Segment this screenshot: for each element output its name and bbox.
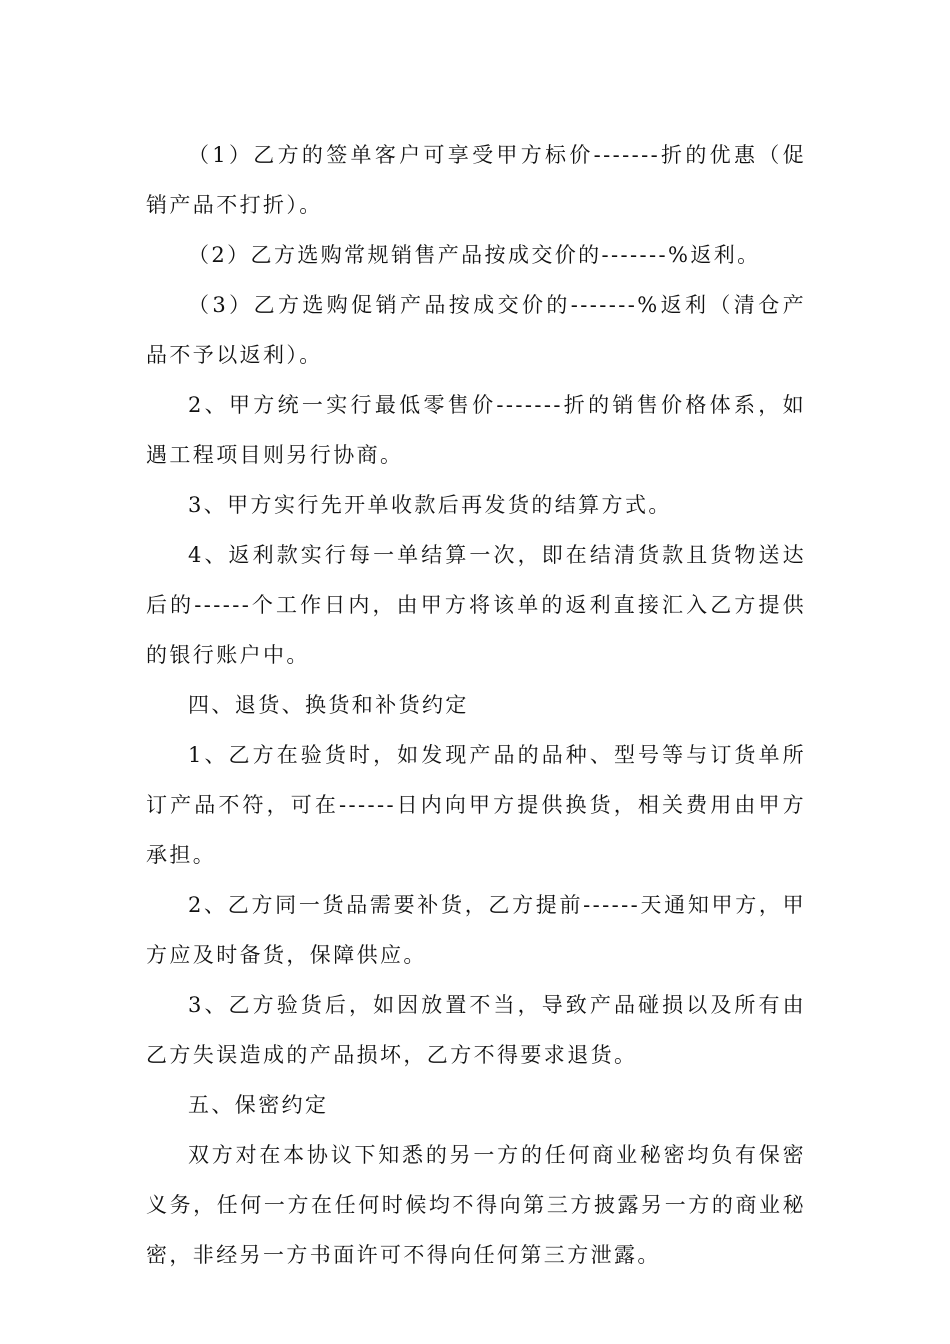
paragraph-exchange: 1、乙方在验货时，如发现产品的品种、型号等与订货单所订产品不符，可在------日内向甲方提供换货，相关费用由甲方承担。 (146, 743, 806, 867)
paragraph-no-return: 3、乙方验货后，如因放置不当，导致产品碰损以及所有由乙方失误造成的产品损坏，乙方不得要求退货。 (146, 993, 806, 1067)
section-heading-confidentiality: 五、保密约定 (188, 1093, 329, 1117)
paragraph-regular-rebate: （2）乙方选购常规销售产品按成交价的-------%返利。 (188, 243, 761, 267)
paragraph-confidentiality: 双方对在本协议下知悉的另一方的任何商业秘密均负有保密义务，任何一方在任何时候均不得向第三方披露另一方的商业秘密，非经另一方书面许可不得向任何第三方泄露。 (146, 1143, 806, 1267)
document-body (146, 130, 806, 1280)
paragraph-restock: 2、乙方同一货品需要补货，乙方提前------天通知甲方，甲方应及时备货，保障供应。 (146, 893, 806, 967)
paragraph-rebate-payment: 4、返利款实行每一单结算一次，即在结清货款且货物送达后的------个工作日内，由甲方将该单的返利直接汇入乙方提供的银行账户中。 (146, 543, 806, 667)
paragraph-promo-rebate: （3）乙方选购促销产品按成交价的-------%返利（清仓产品不予以返利）。 (146, 293, 806, 367)
section-heading-returns: 四、退货、换货和补货约定 (188, 693, 469, 717)
paragraph-discount: （1）乙方的签单客户可享受甲方标价-------折的优惠（促销产品不打折）。 (146, 143, 806, 217)
paragraph-min-retail-price: 2、甲方统一实行最低零售价-------折的销售价格体系，如遇工程项目则另行协商。 (146, 393, 806, 467)
paragraph-settlement-method: 3、甲方实行先开单收款后再发货的结算方式。 (188, 493, 672, 517)
